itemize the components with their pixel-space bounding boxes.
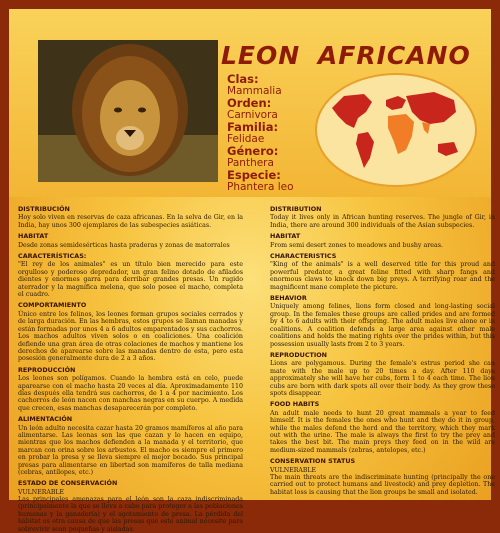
section-heading: CONSERVATION STATUS	[270, 457, 356, 466]
lion-photo	[38, 40, 218, 182]
section-subheading: VULNERABLE	[18, 488, 65, 496]
taxonomy-value: Phantera leo	[227, 181, 294, 193]
section-text: Uniquely among felines, lions form closed and long-lasting social group. In the females these groups are called prides and are formed by 4 to 6 adults with their offspring. The adult males live alone or in coalitions. A coalition defends a large area against other male coalitions and holds the mating rights over the prides within, but this possession usually lasts from 2 to 3 years.	[270, 303, 495, 348]
section-heading: DISTRIBUCIÓN	[18, 205, 70, 213]
taxonomy-value: Mammalia	[227, 85, 282, 97]
section-text: Las principales amenazas para el león son la caza indiscriminada (principalmente la que se lleva a cabo para proteger a las poblaciones humanas y la ganadería) y el agotamiento de presa. La pérdida del hábitat es otra causa de que las presas que este animal necesite para sobrevivir sean pequeñas y aisladas.	[18, 496, 243, 533]
section-text: The main threats are the indiscriminate hunting (principally the one carried out to protect humans and livestock) and prey depletion. The habitat loss is causing that the lion groups be small and isolated.	[270, 473, 495, 496]
section-text: Lions are polygamous. During the female's estrus period she can mate with the male up to 20 times a day. After 110 days approximately she will have her cubs, form 1 to 4 each time. The lion cubs are born with dark spots all over their body. As they grow these spots disappear.	[270, 360, 495, 397]
section-heading: FOOD HABITS	[270, 400, 320, 409]
section-text: Desde zonas semidesérticas hasta praderas y zonas de matorrales	[18, 241, 230, 249]
taxonomy-value: Felidae	[227, 133, 265, 145]
section-heading: HABITAT	[18, 232, 49, 241]
section-text: Today it lives only in African hunting reserves. The jungle of Gir, in India, there are around 300 individuals of the Asian subspecies.	[270, 214, 495, 229]
section-heading: REPRODUCCIÓN	[18, 365, 76, 374]
taxonomy-value: Carnivora	[227, 109, 278, 121]
document-page	[9, 9, 495, 533]
section-heading: COMPORTAMIENTO	[18, 301, 87, 310]
taxonomy-list	[227, 73, 327, 193]
section-heading: CHARACTERISTICS	[270, 252, 337, 261]
section-text: From semi desert zones to meadows and bushy areas.	[270, 241, 443, 249]
section-text: Hoy solo viven en reservas de caza africanas. En la selva de Gir, en la India, hay unos 300 ejemplares de las subespecies asiáticas.	[18, 214, 243, 229]
section-subheading: VULNERABLE	[270, 466, 317, 474]
taxonomy-label: Clas:	[227, 72, 259, 86]
section-text: "King of the animals" is a well deserved title for this proud and powerful predator, a great feline fitted with sharp fangs and enormous claws to knock down big preys. A terrifying roar and the magnificent mane complete the picture.	[270, 261, 495, 291]
taxonomy-label: Orden:	[227, 96, 272, 110]
taxonomy-label: Especie:	[227, 168, 281, 182]
taxonomy-label: Género:	[227, 144, 279, 158]
section-heading: ESTADO DE CONSERVACIÓN	[18, 479, 118, 488]
taxonomy-label: Familia:	[227, 120, 279, 134]
section-text: Único entre los felinos, los leones forman grupos sociales cerrados y de larga duración. En las hembras, estos grupos se llaman manadas y están formadas por unos 4 a 6 adultos emparentados y sus cachorros. Los machos adultos viven solos o en coaliciones. Una coalición defiende una gran área de otras colaciones de machos y mantiene los derechos de aparearse sobre las manadas dentro de esta, pero esta posesión generalmente dura de 2 a 3 años.	[18, 310, 243, 363]
section-heading: ALIMENTACIÓN	[18, 415, 73, 424]
spanish-column	[18, 206, 243, 533]
world-distribution-map	[314, 72, 478, 189]
section-text: Un león adulto necesita cazar hasta 20 gramos mamíferos al año para alimentarse. Las leonas son las que cazan y lo hacen en equipo, mientras que los machos defienden a la manada y el territorio, que marcan con orina sobre los arbustos. El macho es siempre el primero en probar la presa y se lleva siempre el mejor bocado. Sus principal presas para alimentarse en libertad son mamíferos de talla mediana (cebras, antílopes, etc.)	[18, 424, 243, 476]
header-panel	[9, 9, 491, 197]
section-text: Los leones son polígamos. Cuando la hembra está en celo, puede aparearse con el macho hasta 20 veces al día. Aproximadamente 110 días después ella tendrá sus cachorros, de 1 a 4 por nacimiento. Los cachorros de león nacen con manchas negras en su cuerpo. A medida que crecen, esas manchas desaparecerán por completo.	[18, 375, 243, 412]
taxonomy-value: Panthera	[227, 157, 274, 169]
section-heading: REPRODUCTION	[270, 350, 328, 359]
section-heading: DISTRIBUTION	[270, 205, 322, 213]
section-heading: CARACTERÍSTICAS:	[18, 252, 87, 261]
english-column	[270, 206, 495, 496]
lion-image	[38, 40, 218, 182]
section-text: An adult male needs to hunt 20 great mammals a year to feed himself. It is the females the ones who hunt and they do it in group, while the males defend the herd and the territory, which they mark out with the urine. The male is always the first to try the prey and takes the best bit. The main preys they feed on in the wild are medium-sized mammals (zebras, antelopes, etc.)	[270, 409, 495, 454]
page-title: LEON AFRICANO	[221, 41, 471, 70]
section-text: "El rey de los animales" es un título bien merecido para este orgulloso y poderoso depredador, un gran felino dotado de afilados dientes y enormes garra para derribar grandes presas. Un rugido aterrador y la magnífica melena, que solo posee el macho, completa el cuadro.	[18, 261, 243, 299]
section-heading: BEHAVIOR	[270, 294, 307, 303]
section-heading: HABITAT	[270, 232, 301, 241]
